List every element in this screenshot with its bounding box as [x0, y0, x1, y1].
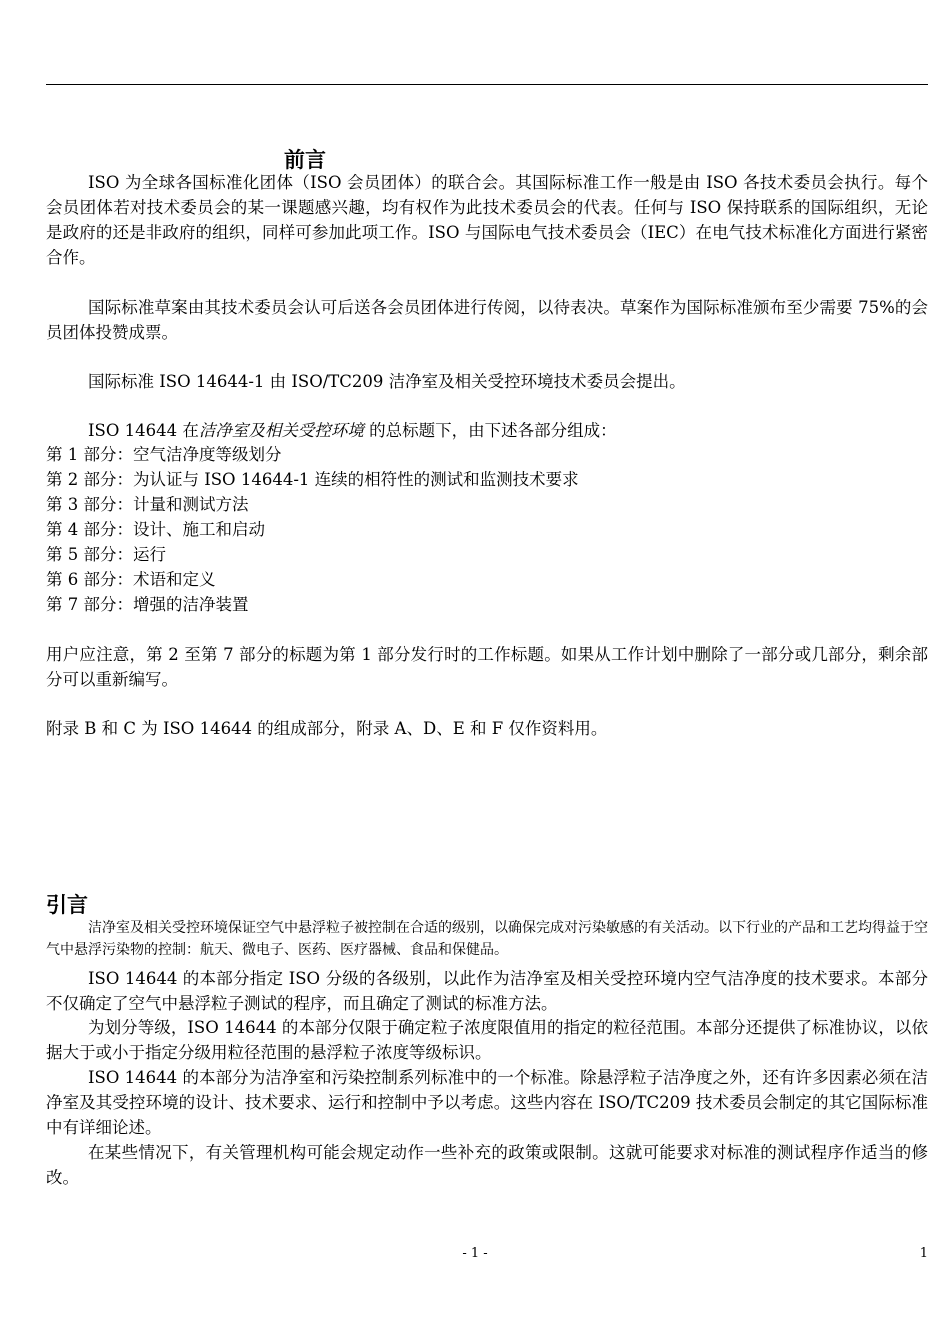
foreword-paragraph-3: 国际标准 ISO 14644-1 由 ISO/TC209 洁净室及相关受控环境技术委员会提出。 — [88, 372, 686, 391]
header-rule — [46, 84, 928, 85]
p4-series-title: 洁净室及相关受控环境 — [198, 421, 364, 440]
foreword-paragraph-1: ISO 为全球各国标准化团体（ISO 会员团体）的联合会。其国际标准工作一般是由 ISO 各技术委员会执行。每个会员团体若对技术委员会的某一课题感兴趣，均有权作为此技术委员会的代表。任何与 ISO 保持联系的国际组织，无论是政府的还是非政府的组织，同样可参加此项工作。ISO 与国际电气技术委员会（IEC）在电气技术标准化方面进行紧密合作。 — [46, 173, 928, 267]
foreword-paragraph-2: 国际标准草案由其技术委员会认可后送各会员团体进行传阅，以待表决。草案作为国际标准颁布至少需要 75%的会员团体投赞成票。 — [46, 298, 928, 342]
part-item: 第 7 部分：增强的洁净装置 — [46, 595, 249, 614]
p4-prefix: ISO 14644 在 — [88, 421, 199, 440]
page-footer-label: - 1 - — [462, 1246, 488, 1261]
parts-list — [46, 442, 579, 617]
introduction-paragraph-4: ISO 14644 的本部分为洁净室和污染控制系列标准中的一个标准。除悬浮粒子洁净度之外，还有许多因素必须在洁净室及其受控环境的设计、技术要求、运行和控制中予以考虑。这些内容在 ISO/TC209 技术委员会制定的其它国际标准中有详细论述。 — [46, 1068, 928, 1137]
p4-suffix: 的总标题下，由下述各部分组成： — [363, 421, 617, 440]
introduction-paragraph-1: 洁净室及相关受控环境保证空气中悬浮粒子被控制在合适的级别，以确保完成对污染敏感的有关活动。以下行业的产品和工艺均得益于空气中悬浮污染物的控制：航天、微电子、医药、医疗器械、食品和保健品。 — [46, 920, 928, 958]
part-item: 第 6 部分：术语和定义 — [46, 570, 216, 589]
introduction-paragraph-2: ISO 14644 的本部分指定 ISO 分级的各级别，以此作为洁净室及相关受控环境内空气洁净度的技术要求。本部分不仅确定了空气中悬浮粒子测试的程序，而且确定了测试的标准方法。 — [46, 969, 928, 1013]
foreword-paragraph-6: 附录 B 和 C 为 ISO 14644 的组成部分，附录 A、D、E 和 F 仅作资料用。 — [46, 719, 608, 738]
foreword-paragraph-4 — [46, 418, 928, 443]
introduction-title: 引言 — [46, 892, 88, 917]
part-item: 第 4 部分：设计、施工和启动 — [46, 520, 265, 539]
foreword-paragraph-5: 用户应注意，第 2 至第 7 部分的标题为第 1 部分发行时的工作标题。如果从工作计划中删除了一部分或几部分，剩余部分可以重新编写。 — [46, 645, 928, 689]
introduction-paragraph-3: 为划分等级，ISO 14644 的本部分仅限于确定粒子浓度限值用的指定的粒径范围。本部分还提供了标准协议，以依据大于或小于指定分级用粒径范围的悬浮粒子浓度等级标识。 — [46, 1018, 928, 1062]
part-item: 第 2 部分：为认证与 ISO 14644-1 连续的相符性的测试和监测技术要求 — [46, 470, 579, 489]
introduction-paragraph-5: 在某些情况下，有关管理机构可能会规定动作一些补充的政策或限制。这就可能要求对标准的测试程序作适当的修改。 — [46, 1143, 928, 1187]
foreword-title: 前言 — [284, 147, 326, 172]
part-item: 第 3 部分：计量和测试方法 — [46, 495, 249, 514]
page-number: 1 — [919, 1246, 928, 1261]
part-item: 第 1 部分：空气洁净度等级划分 — [46, 445, 282, 464]
part-item: 第 5 部分：运行 — [46, 545, 166, 564]
